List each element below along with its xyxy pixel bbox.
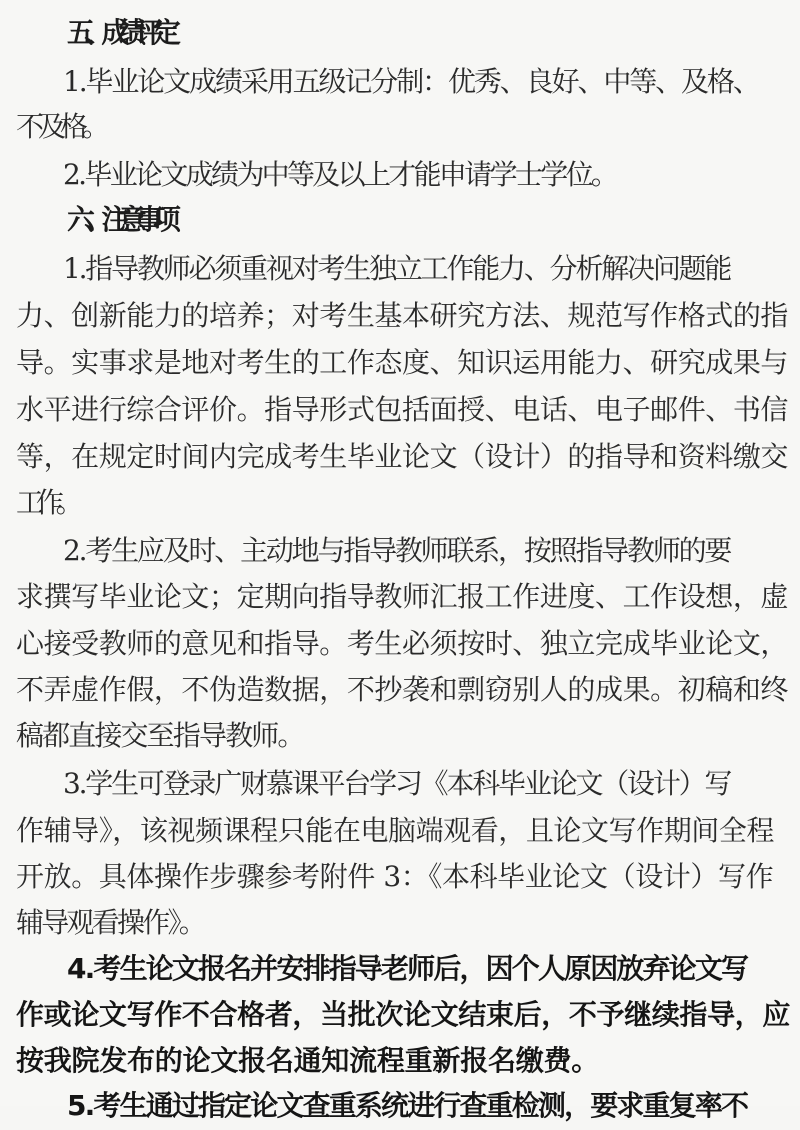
paragraph-line: 1.指导教师必须重视对考生独立工作能力、分析解决问题能 (63, 252, 731, 285)
paragraph-line: 不及格。 (16, 110, 105, 143)
paragraph-line: 水平进行综合评价。指导形式包括面授、电话、电子邮件、书信 (16, 393, 789, 426)
paragraph-line: 稿都直接交至指导教师。 (16, 719, 304, 752)
paragraph-line: 辅导观看操作》。 (16, 906, 205, 939)
emphasis-line: 5.考生通过指定论文查重系统进行查重检测，要求重复率不 (67, 1089, 748, 1122)
paragraph-line: 2.毕业论文成绩为中等及以上才能申请学士学位。 (63, 158, 617, 191)
paragraph-line: 求撰写毕业论文；定期向指导教师汇报工作进度、工作设想，虚 (16, 580, 789, 613)
paragraph-line: 不弄虚作假，不伪造数据，不抄袭和剽窃别人的成果。初稿和终 (16, 673, 789, 706)
paragraph-line: 1.毕业论文成绩采用五级记分制：优秀、良好、中等、及格、 (63, 65, 759, 98)
paragraph-line: 3.学生可登录广财慕课平台学习《本科毕业论文（设计）写 (63, 767, 731, 800)
paragraph-line: 导。实事求是地对考生的工作态度、知识运用能力、研究成果与 (16, 346, 789, 379)
paragraph-line: 心接受教师的意见和指导。考生必须按时、独立完成毕业论文， (16, 627, 789, 660)
paragraph-line: 力、创新能力的培养；对考生基本研究方法、规范写作格式的指 (16, 299, 789, 332)
paragraph-line: 作辅导》，该视频课程只能在电脑端观看，且论文写作期间全程 (16, 814, 775, 847)
emphasis-line: 4.考生论文报名并安排指导老师后，因个人原因放弃论文写 (67, 952, 748, 985)
section-heading-notes: 六、注意事项 (67, 203, 171, 236)
section-heading-grading: 五、成绩评定 (67, 16, 171, 49)
paragraph-line: 2.考生应及时、主动地与指导教师联系，按照指导教师的要 (63, 534, 731, 567)
paragraph-line: 等，在规定时间内完成考生毕业论文（设计）的指导和资料缴交 (16, 440, 789, 473)
paragraph-line: 工作。 (16, 486, 76, 519)
paragraph-line: 开放。具体操作步骤参考附件 3：《本科毕业论文（设计）写作 (16, 860, 774, 893)
emphasis-line: 作或论文写作不合格者，当批次论文结束后，不予继续指导，应 (16, 998, 791, 1031)
emphasis-line: 按我院发布的论文报名通知流程重新报名缴费。 (16, 1044, 600, 1077)
